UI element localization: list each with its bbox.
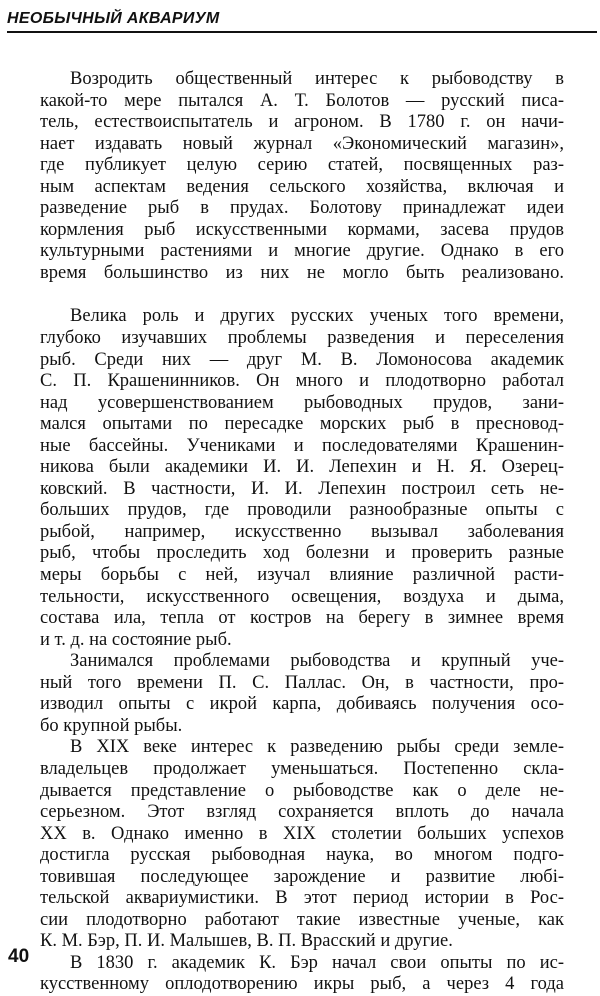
text-body — [40, 69, 564, 996]
text-line: рыб, чтобы проследить ход болезни и проверить разные — [40, 543, 564, 564]
running-head — [7, 8, 597, 34]
text-line: кормления рыб искусственными кормами, засева прудов — [40, 219, 564, 240]
text-line: глубоко изучавших проблемы разведения и переселения — [40, 328, 564, 349]
paragraph-bolotov — [40, 69, 564, 284]
text-line: дывается представление о рыбоводстве как о деле не- — [40, 780, 564, 801]
paragraph-pallas — [40, 651, 564, 737]
text-line: больших прудов, где проводили разнообразные опыты с — [40, 500, 564, 521]
paragraph-krasheninnikov — [40, 306, 564, 651]
text-line: Занимался проблемами рыбоводства и крупный уче- — [70, 651, 564, 672]
text-line: серьезном. Этот взгляд сохраняется вплоть до начала — [40, 802, 564, 823]
text-line: ный того времени П. С. Паллас. Он, в частности, про- — [40, 672, 564, 693]
text-line: изводил опыты с икрой карпа, добиваясь получения осо- — [40, 694, 564, 715]
text-line: время большинство из них не могло быть реализовано. — [40, 262, 564, 283]
text-line: какой-то мере пытался А. Т. Болотов — русский писа- — [40, 90, 564, 111]
text-line: и т. д. на состояние рыб. — [40, 629, 232, 650]
text-line: Возродить общественный интерес к рыбоводству в — [70, 69, 564, 89]
text-line: где публикует целую серию статей, посвященных раз- — [40, 155, 564, 176]
text-line: XX в. Однако именно в XIX столетии больших успехов — [40, 823, 564, 844]
text-line: тель, естествоиспытатель и агроном. В 1780 г. он начи- — [40, 112, 564, 133]
text-line: В XIX веке интерес к разведению рыбы среди земле- — [70, 737, 564, 758]
paragraph-baer — [40, 953, 564, 996]
running-head-rule — [7, 31, 597, 33]
text-line: сии плодотворно работают такие известные ученые, как — [40, 909, 564, 930]
text-line: разведение рыб в прудах. Болотову принадлежат идеи — [40, 198, 564, 219]
text-line: никова были академики И. И. Лепехин и Н. Я. Озерец- — [40, 457, 564, 478]
text-line: достигла русская рыбоводная наука, во многом подго- — [40, 845, 564, 866]
text-line: тельности, искусственного освещения, воздуха и дыма, — [40, 586, 564, 607]
text-line: меры борьбы с ней, изучал влияние различной расти- — [40, 565, 564, 586]
paragraph-xix-century — [40, 737, 564, 952]
text-line: ным аспектам ведения сельского хозяйства, включая и — [40, 176, 564, 197]
running-head-title: НЕОБЫЧНЫЙ АКВАРИУМ — [7, 10, 220, 27]
text-line: культурными растениями и многие другие. Однако в его — [40, 241, 564, 262]
text-line: ковский. В частности, И. И. Лепехин построил сеть не- — [40, 478, 564, 499]
text-line: С. П. Крашенинников. Он много и плодотворно работал — [40, 371, 564, 392]
text-line: товившая последующее зарождение и развитие любі- — [40, 866, 564, 887]
text-line: рыбой, например, искусственно вызывал заболевания — [40, 521, 564, 542]
text-line: мался опытами по пересадке морских рыб в пресновод- — [40, 414, 564, 435]
text-line: над усовершенствованием рыбоводных прудов, зани- — [40, 392, 564, 413]
paragraph-gap — [40, 284, 564, 306]
text-line: кусственному оплодотворению икры рыб, а через 4 года — [40, 974, 564, 995]
text-line: ные бассейны. Учениками и последователями Крашенин- — [40, 435, 564, 456]
text-line: состава ила, тепла от костров на берегу в зимнее время — [40, 608, 564, 629]
text-line: В 1830 г. академик К. Бэр начал свои опыты по ис- — [70, 952, 564, 973]
text-line: владельцев продолжает уменьшаться. Постепенно скла- — [40, 758, 564, 779]
text-line: К. М. Бэр, П. И. Малышев, В. П. Врасский и другие. — [40, 931, 453, 952]
text-line: Велика роль и других русских ученых того времени, — [70, 306, 564, 327]
text-line: тельской аквариумистики. В этот период истории в Рос- — [40, 888, 564, 909]
text-line: бо крупной рыбы. — [40, 715, 183, 736]
text-line: рыб. Среди них — друг М. В. Ломоносова академик — [40, 349, 564, 370]
page-number: 40 — [8, 946, 30, 967]
text-line: нает издавать новый журнал «Экономический магазин», — [40, 133, 564, 154]
